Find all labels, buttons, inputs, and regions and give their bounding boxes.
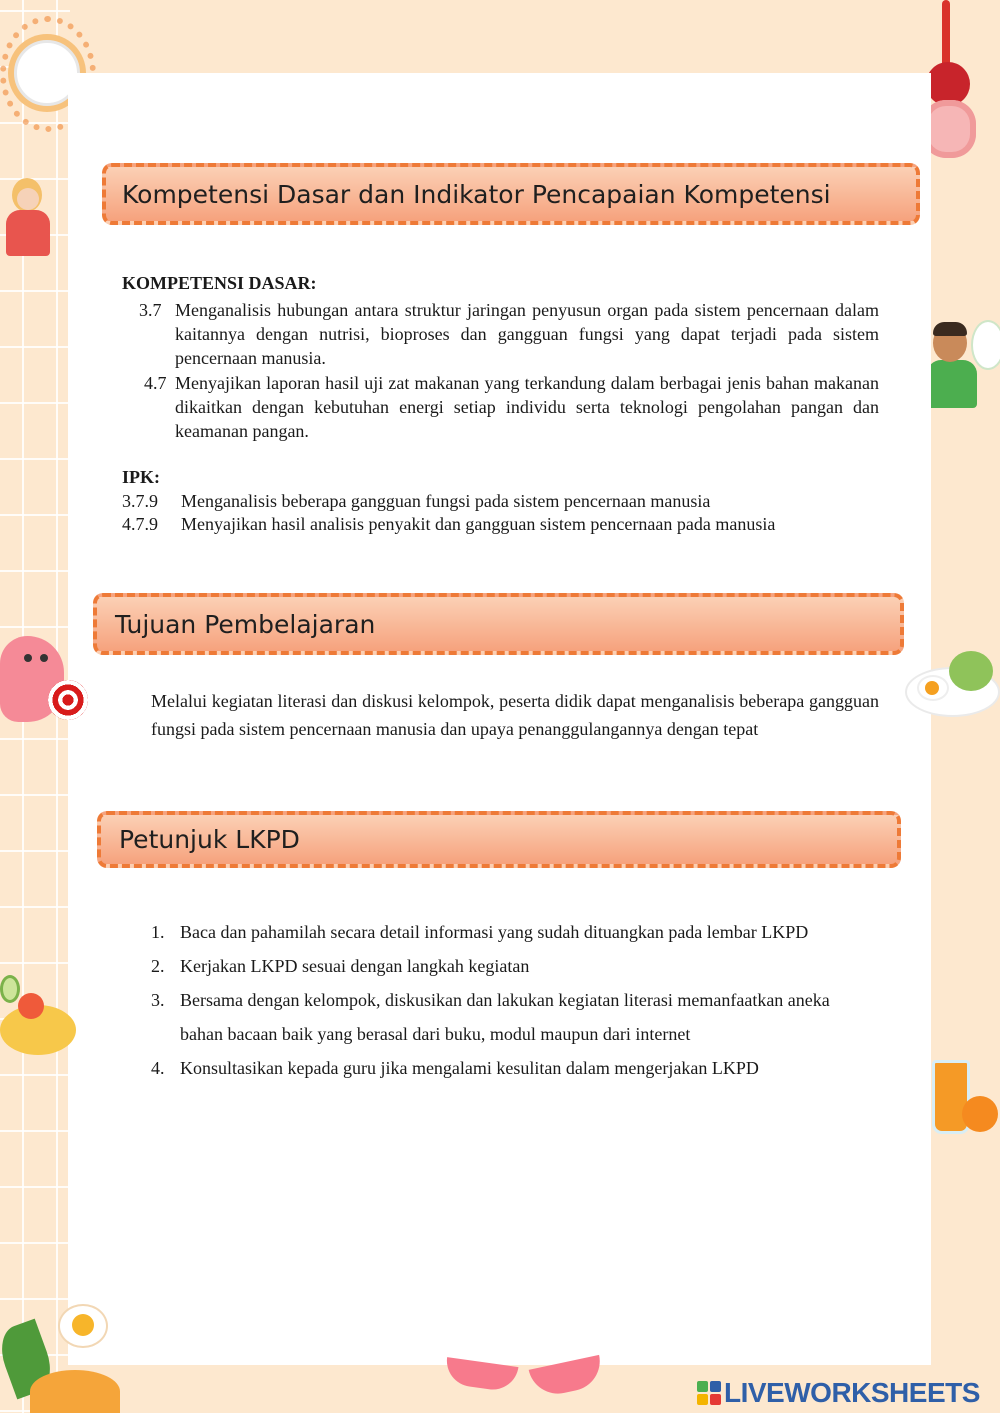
- ipk-number: 3.7.9: [122, 491, 158, 511]
- kompetensi-item: [139, 298, 879, 370]
- tujuan-paragraph: Melalui kegiatan literasi dan diskusi kelompok, peserta didik dapat menganalisis beberapa gangguan fungsi pada sistem pencernaan manusia dan upaya penanggulangannya dengan tepat: [151, 691, 879, 739]
- girl-eating-illustration: [2, 178, 64, 258]
- sick-stomach-illustration: [0, 632, 88, 728]
- kompetensi-header-title: Kompetensi Dasar dan Indikator Pencapaian Kompetensi: [122, 179, 831, 209]
- brand-name: LIVEWORKSHEETS: [724, 1377, 980, 1408]
- ribbon-decoration: [445, 1362, 605, 1398]
- step-text: Kerjakan LKPD sesuai dengan langkah kegiatan: [180, 956, 530, 976]
- list-item: [151, 1051, 871, 1085]
- tujuan-header-title: Tujuan Pembelajaran: [115, 609, 376, 639]
- salad-dish-illustration: [0, 975, 76, 1059]
- ipk-text: Menganalisis beberapa gangguan fungsi pada sistem pencernaan manusia: [181, 491, 711, 511]
- kompetensi-text: Menyajikan laporan hasil uji zat makanan yang terkandung dalam berbagai jenis bahan makanan dikaitkan dengan kebutuhan energi setiap individu serta teknologi pengolahan pangan dan keamanan pangan.: [175, 373, 879, 441]
- step-text: Baca dan pahamilah secara detail informasi yang sudah dituangkan pada lembar LKPD: [180, 922, 809, 942]
- ipk-number: 4.7.9: [122, 514, 158, 534]
- kompetensi-dasar-title: KOMPETENSI DASAR:: [122, 273, 317, 293]
- step-number: 2.: [151, 956, 165, 976]
- kompetensi-number: 3.7: [139, 300, 162, 320]
- step-text: Konsultasikan kepada guru jika mengalami kesulitan dalam mengerjakan LKPD: [180, 1058, 759, 1078]
- tujuan-header: [93, 593, 904, 655]
- petunjuk-list: [151, 915, 871, 1085]
- ipk-title: IPK:: [122, 467, 160, 487]
- breakfast-plate-illustration: [905, 645, 1000, 717]
- ipk-item: [122, 489, 710, 513]
- boy-stomachache-illustration: [925, 318, 1000, 410]
- kompetensi-header: [102, 163, 920, 225]
- orange-juice-illustration: [928, 1060, 1000, 1138]
- step-number: 3.: [151, 990, 165, 1010]
- ipk-item: [122, 512, 775, 536]
- ipk-text: Menyajikan hasil analisis penyakit dan gangguan sistem pencernaan pada manusia: [181, 514, 776, 534]
- kompetensi-item: [144, 371, 884, 443]
- petunjuk-header: [97, 811, 901, 868]
- kompetensi-text: Menganalisis hubungan antara struktur jaringan penyusun organ pada sistem pencernaan dalam kaitannya dengan nutrisi, bioproses dan gangguan fungsi yang dapat terjadi pada sistem pencernaan manusia.: [175, 300, 879, 368]
- list-item: [151, 949, 871, 983]
- liveworksheets-brand[interactable]: [697, 1378, 980, 1408]
- liveworksheets-logo-icon: [697, 1381, 721, 1405]
- step-number: 4.: [151, 1058, 165, 1078]
- kompetensi-number: 4.7: [144, 373, 167, 393]
- list-item: [151, 915, 871, 949]
- food-corner-illustration: [0, 1300, 120, 1413]
- list-item: [151, 983, 871, 1051]
- step-text: Bersama dengan kelompok, diskusikan dan lakukan kegiatan literasi memanfaatkan aneka bahan bacaan baik yang berasal dari buku, modul maupun dari internet: [180, 990, 830, 1044]
- petunjuk-header-title: Petunjuk LKPD: [119, 825, 300, 854]
- step-number: 1.: [151, 922, 165, 942]
